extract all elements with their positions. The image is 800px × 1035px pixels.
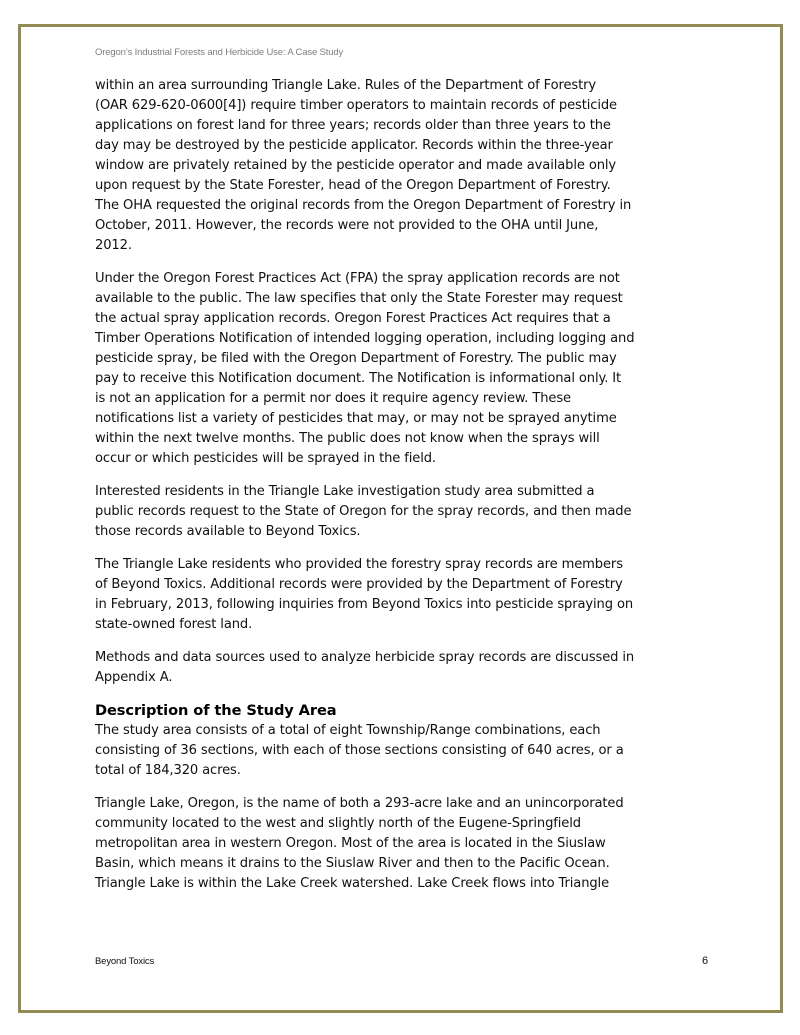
text-line: the actual spray application records. Oregon Forest Practices Act requires that a <box>95 311 611 326</box>
text-line: community located to the west and slightly north of the Eugene-Springfield <box>95 816 581 831</box>
text-line: total of 184,320 acres. <box>95 763 241 778</box>
footer-organization: Beyond Toxics <box>95 956 155 967</box>
page-number: 6 <box>702 955 709 967</box>
text-line: available to the public. The law specifies that only the State Forester may request <box>95 291 623 306</box>
paragraph <box>95 482 715 542</box>
text-line: notifications list a variety of pesticides that may, or may not be sprayed anytime <box>95 411 617 426</box>
text-line: Triangle Lake is within the Lake Creek watershed. Lake Creek flows into Triangle <box>95 876 610 891</box>
text-line: public records request to the State of Oregon for the spray records, and then made <box>95 504 632 519</box>
text-line: Under the Oregon Forest Practices Act (FPA) the spray application records are not <box>95 271 620 286</box>
text-line: Timber Operations Notification of intended logging operation, including logging and <box>95 331 635 346</box>
text-line: Appendix A. <box>95 670 173 685</box>
text-line: those records available to Beyond Toxics. <box>95 524 361 539</box>
section-heading: Description of the Study Area <box>95 702 337 719</box>
text-line: is not an application for a permit nor does it require agency review. These <box>95 391 571 406</box>
paragraph <box>95 721 715 781</box>
text-line: The Triangle Lake residents who provided the forestry spray records are members <box>95 557 623 572</box>
text-line: in February, 2013, following inquiries from Beyond Toxics into pesticide spraying on <box>95 597 634 612</box>
text-line: within an area surrounding Triangle Lake. Rules of the Department of Forestry <box>95 78 596 93</box>
text-line: The OHA requested the original records from the Oregon Department of Forestry in <box>95 198 632 213</box>
text-line: window are privately retained by the pesticide operator and made available only <box>95 158 617 173</box>
text-line: state-owned forest land. <box>95 617 253 632</box>
text-line: metropolitan area in western Oregon. Most of the area is located in the Siuslaw <box>95 836 606 851</box>
text-line: pesticide spray, be filed with the Oregon Department of Forestry. The public may <box>95 351 617 366</box>
paragraph <box>95 794 715 894</box>
text-line: Triangle Lake, Oregon, is the name of both a 293-acre lake and an unincorporated <box>95 796 624 811</box>
text-line: consisting of 36 sections, with each of those sections consisting of 640 acres, or a <box>95 743 624 758</box>
text-line: applications on forest land for three years; records older than three years to the <box>95 118 611 133</box>
paragraph <box>95 76 715 256</box>
text-line: October, 2011. However, the records were not provided to the OHA until June, <box>95 218 599 233</box>
text-line: occur or which pesticides will be sprayed in the field. <box>95 451 436 466</box>
text-line: day may be destroyed by the pesticide applicator. Records within the three-year <box>95 138 613 153</box>
running-header: Oregon’s Industrial Forests and Herbicide Use: A Case Study <box>95 47 344 58</box>
paragraphs-after-heading <box>95 721 715 894</box>
text-line: Basin, which means it drains to the Siuslaw River and then to the Pacific Ocean. <box>95 856 610 871</box>
text-line: upon request by the State Forester, head of the Oregon Department of Forestry. <box>95 178 611 193</box>
paragraph <box>95 269 715 469</box>
paragraphs-before-heading <box>95 76 715 688</box>
text-line: pay to receive this Notification document. The Notification is informational only. It <box>95 371 622 386</box>
text-line: Interested residents in the Triangle Lake investigation study area submitted a <box>95 484 595 499</box>
text-line: within the next twelve months. The public does not know when the sprays will <box>95 431 600 446</box>
text-line: 2012. <box>95 238 132 253</box>
text-line: Methods and data sources used to analyze herbicide spray records are discussed in <box>95 650 635 665</box>
document-body <box>95 76 715 907</box>
text-line: The study area consists of a total of eight Township/Range combinations, each <box>95 723 601 738</box>
text-line: of Beyond Toxics. Additional records were provided by the Department of Forestry <box>95 577 623 592</box>
text-line: (OAR 629-620-0600[4]) require timber operators to maintain records of pesticide <box>95 98 617 113</box>
paragraph <box>95 555 715 635</box>
paragraph <box>95 648 715 688</box>
